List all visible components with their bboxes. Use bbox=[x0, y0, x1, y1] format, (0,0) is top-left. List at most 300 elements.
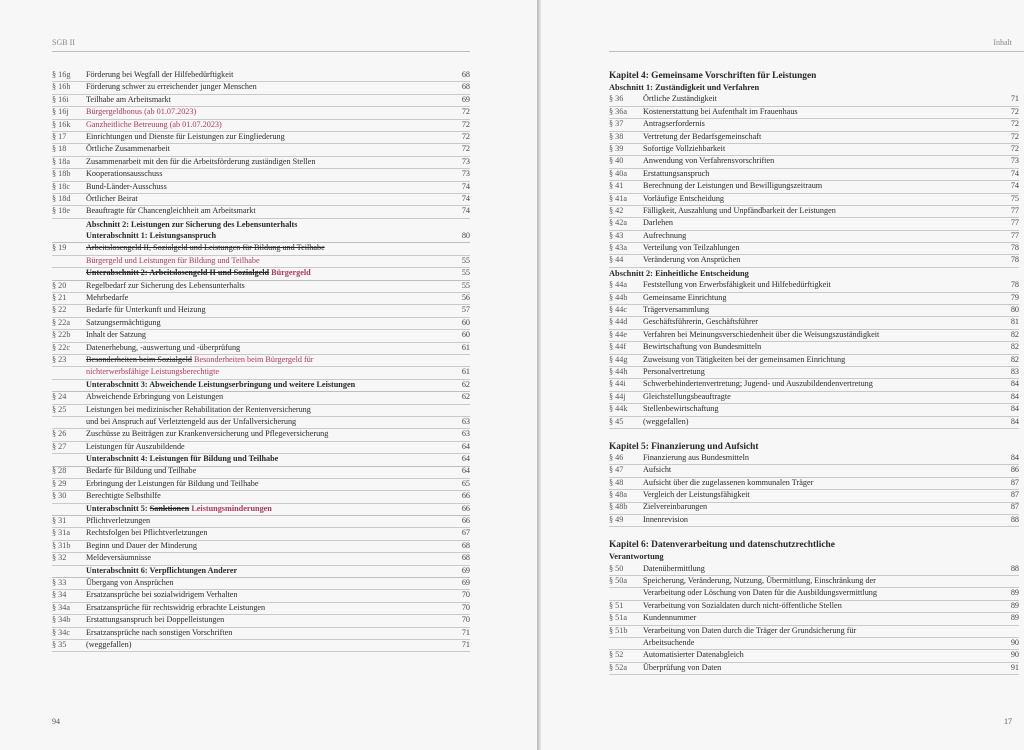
toc-entry-section: § 18a bbox=[52, 156, 70, 166]
toc-entry bbox=[609, 94, 1019, 106]
toc-entry-page: 71 bbox=[1010, 94, 1019, 104]
right-page bbox=[541, 0, 1024, 750]
toc-entry-section: § 43a bbox=[609, 243, 627, 253]
toc-entry-title: Teilhabe am Arbeitsmarkt bbox=[86, 94, 171, 104]
toc-entry bbox=[52, 442, 470, 454]
toc-entry-page: 72 bbox=[461, 144, 470, 154]
toc-entry-title: Feststellung von Erwerbsfähigkeit und Hilfebedürftigkeit bbox=[643, 280, 831, 290]
toc-entry-section: § 23 bbox=[52, 354, 67, 364]
toc-entry-section: § 44e bbox=[609, 329, 627, 339]
toc-entry-title: Kostenerstattung bei Aufenthalt im Frauenhaus bbox=[643, 106, 798, 116]
toc-entry-section: § 31 bbox=[52, 516, 67, 526]
toc-entry bbox=[609, 367, 1019, 379]
toc-entry bbox=[52, 479, 470, 491]
toc-entry bbox=[609, 194, 1019, 206]
toc-entry-page: 80 bbox=[1010, 305, 1019, 315]
toc-entry bbox=[52, 231, 470, 243]
toc-entry-title: Zuweisung von Tätigkeiten bei der gemeinsamen Einrichtung bbox=[643, 354, 846, 364]
toc-entry-title: Aufsicht über die zugelassenen kommunalen Träger bbox=[643, 477, 814, 487]
toc-entry-page: 84 bbox=[1010, 404, 1019, 414]
toc-entry-page: 66 bbox=[461, 503, 470, 513]
toc-entry-section: § 44g bbox=[609, 354, 628, 364]
toc-entry-page: 66 bbox=[461, 516, 470, 526]
toc-entry-title: Verarbeitung von Sozialdaten durch nicht-öffentliche Stellen bbox=[643, 600, 842, 610]
toc-entry-section: § 16k bbox=[52, 119, 71, 129]
inserted-text: Bürgergeld bbox=[271, 268, 311, 278]
toc-entry-section: § 18d bbox=[52, 193, 71, 203]
toc-entry-page: 72 bbox=[461, 131, 470, 141]
toc-entry-page: 88 bbox=[1010, 514, 1019, 524]
toc-entry bbox=[609, 588, 1019, 600]
toc-entry-section: § 22c bbox=[52, 342, 70, 352]
toc-entry-title: Zusammenarbeit mit den für die Arbeitsförderung zuständigen Stellen bbox=[86, 156, 316, 166]
toc-entry-page: 71 bbox=[461, 627, 470, 637]
toc-entry-section: § 38 bbox=[609, 131, 624, 141]
toc-entry-page: 72 bbox=[461, 107, 470, 117]
toc-entry-section: § 32 bbox=[52, 553, 67, 563]
toc-entry-section: § 22b bbox=[52, 330, 71, 340]
toc-entry-section: § 44k bbox=[609, 404, 628, 414]
toc-entry-title: Satzungsermächtigung bbox=[86, 317, 161, 327]
toc-entry bbox=[52, 590, 470, 602]
toc-entry-section: § 19 bbox=[52, 243, 67, 253]
toc-entry-title: Unterabschnitt 6: Verpflichtungen Anderer bbox=[86, 565, 238, 575]
toc-entry bbox=[609, 206, 1019, 218]
right-toc bbox=[609, 68, 1019, 675]
toc-entry bbox=[609, 231, 1019, 243]
toc-entry-page: 73 bbox=[461, 156, 470, 166]
toc-entry-title: Ersatzansprüche für rechtswidrig erbrachte Leistungen bbox=[86, 602, 266, 612]
toc-entry-page: 91 bbox=[1010, 662, 1019, 672]
toc-entry-section: § 44a bbox=[609, 280, 627, 290]
toc-entry-title: Örtlicher Beirat bbox=[86, 193, 138, 203]
toc-entry-page: 77 bbox=[1010, 218, 1019, 228]
toc-entry bbox=[52, 578, 470, 590]
toc-entry-page: 74 bbox=[461, 193, 470, 203]
toc-entry-title: Ganzheitliche Betreuung (ab 01.07.2023) bbox=[86, 119, 222, 129]
toc-entry bbox=[52, 256, 470, 268]
toc-entry-page: 77 bbox=[1010, 230, 1019, 240]
toc-entry-title: Bedarfe für Unterkunft und Heizung bbox=[86, 305, 206, 315]
chapter-title: Kapitel 4: Gemeinsame Vorschriften für Leistungen bbox=[609, 70, 817, 81]
toc-entry-section: § 36 bbox=[609, 94, 624, 104]
toc-entry bbox=[609, 564, 1019, 576]
toc-entry-section: § 16j bbox=[52, 107, 69, 117]
toc-entry-section: § 44j bbox=[609, 391, 626, 401]
toc-entry-section: § 33 bbox=[52, 578, 67, 587]
toc-entry bbox=[609, 638, 1019, 650]
toc-entry-section: § 36a bbox=[609, 106, 627, 116]
toc-entry-page: 69 bbox=[461, 565, 470, 575]
toc-entry-page: 73 bbox=[1010, 156, 1019, 166]
toc-entry bbox=[609, 181, 1019, 193]
toc-entry-title bbox=[86, 268, 448, 279]
toc-entry-section: § 27 bbox=[52, 441, 67, 451]
toc-entry-page: 64 bbox=[461, 454, 470, 464]
toc-entry-section: § 45 bbox=[609, 416, 624, 426]
toc-entry-page: 57 bbox=[461, 305, 470, 315]
toc-entry-section: § 28 bbox=[52, 466, 67, 476]
toc-entry bbox=[52, 293, 470, 305]
toc-entry-page: 84 bbox=[1010, 379, 1019, 389]
toc-entry-page: 61 bbox=[461, 342, 470, 352]
toc-entry-page: 69 bbox=[461, 94, 470, 104]
toc-entry-page: 60 bbox=[461, 317, 470, 327]
inserted-text: Leistungsminderungen bbox=[191, 503, 272, 513]
toc-entry-page: 79 bbox=[1010, 292, 1019, 302]
toc-entry-title: Förderung schwer zu erreichender junger Menschen bbox=[86, 82, 257, 92]
toc-entry-section: § 18b bbox=[52, 169, 71, 179]
toc-entry-section: § 51a bbox=[609, 613, 627, 623]
toc-entry-section: § 17 bbox=[52, 131, 67, 141]
toc-entry bbox=[52, 566, 470, 578]
left-running-head: SGB II bbox=[52, 38, 75, 47]
toc-entry-section: § 44i bbox=[609, 379, 626, 389]
toc-entry bbox=[52, 417, 470, 429]
toc-entry-title: Aufsicht bbox=[643, 465, 672, 475]
toc-entry-section: § 51b bbox=[609, 625, 628, 635]
toc-entry bbox=[52, 429, 470, 441]
toc-entry bbox=[52, 144, 470, 156]
toc-entry-title: Sofortige Vollziehbarkeit bbox=[643, 143, 726, 153]
toc-entry bbox=[52, 640, 470, 652]
toc-entry-page: 72 bbox=[1010, 119, 1019, 129]
toc-entry bbox=[52, 305, 470, 317]
toc-entry-title: Pflichtverletzungen bbox=[86, 516, 151, 526]
toc-entry-section: § 44d bbox=[609, 317, 628, 327]
toc-entry-section: § 21 bbox=[52, 293, 67, 303]
toc-entry-title: Berechnung der Leistungen und Bewilligungszeitraum bbox=[643, 181, 823, 191]
toc-entry-section: § 16i bbox=[52, 94, 69, 104]
toc-entry-title: Bedarfe für Bildung und Teilhabe bbox=[86, 466, 197, 476]
toc-entry bbox=[52, 281, 470, 293]
toc-entry bbox=[52, 132, 470, 144]
chapter-title: Kapitel 5: Finanzierung und Aufsicht bbox=[609, 441, 759, 452]
toc-entry-title: Beauftragte für Chancengleichheit am Arbeitsmarkt bbox=[86, 206, 256, 216]
toc-entry bbox=[609, 132, 1019, 144]
toc-entry-section: § 18 bbox=[52, 144, 67, 154]
toc-entry-title: Meldeversäumnisse bbox=[86, 553, 152, 563]
toc-entry-section: § 42a bbox=[609, 218, 627, 228]
toc-entry-page: 80 bbox=[461, 231, 470, 241]
toc-entry-title: Stellenbewirtschaftung bbox=[643, 404, 719, 414]
toc-entry-title: Veränderung von Ansprüchen bbox=[643, 255, 741, 265]
toc-entry-title: Regelbedarf zur Sicherung des Lebensunterhalts bbox=[86, 280, 245, 290]
toc-entry-title: Unterabschnitt 1: Leistungsanspruch bbox=[86, 231, 217, 241]
toc-entry bbox=[52, 82, 470, 94]
toc-entry-title: Datenerhebung, -auswertung und -überprüfung bbox=[86, 342, 241, 352]
toc-entry-title: Datenübermittlung bbox=[643, 563, 705, 573]
toc-entry-section: § 34c bbox=[52, 627, 70, 637]
toc-entry-title: Unterabschnitt 3: Abweichende Leistungserbringung und weitere Leistungen bbox=[86, 379, 356, 389]
toc-entry-section: § 44b bbox=[609, 292, 628, 302]
toc-entry-page: 65 bbox=[461, 478, 470, 488]
toc-entry-page: 88 bbox=[1010, 563, 1019, 573]
toc-entry-page: 62 bbox=[461, 379, 470, 389]
toc-entry-page: 60 bbox=[461, 330, 470, 340]
toc-entry-page: 69 bbox=[461, 578, 470, 587]
toc-entry-section: § 48b bbox=[609, 502, 628, 512]
toc-entry-title: Personalvertretung bbox=[643, 366, 705, 376]
toc-entry-title: Abweichende Erbringung von Leistungen bbox=[86, 392, 224, 402]
chapter-title: Kapitel 6: Datenverarbeitung und datenschutzrechtliche bbox=[609, 539, 835, 550]
toc-entry bbox=[52, 615, 470, 627]
toc-entry-title: Antragserfordernis bbox=[643, 119, 705, 129]
toc-entry bbox=[609, 626, 1019, 638]
toc-entry-page: 68 bbox=[461, 70, 470, 79]
toc-entry-title: (weggefallen) bbox=[643, 416, 689, 426]
toc-entry-title: Vergleich der Leistungsfähigkeit bbox=[643, 490, 750, 500]
toc-entry-title: Innenrevision bbox=[643, 514, 689, 524]
toc-entry-title: Ersatzansprüche bei sozialwidrigem Verhalten bbox=[86, 590, 238, 600]
toc-entry-page: 64 bbox=[461, 466, 470, 476]
left-folio: 94 bbox=[52, 717, 60, 726]
toc-entry-page: 68 bbox=[461, 82, 470, 92]
toc-entry-section: § 18c bbox=[52, 181, 70, 191]
toc-entry-section: § 22 bbox=[52, 305, 67, 315]
toc-entry-page: 70 bbox=[461, 602, 470, 612]
toc-entry bbox=[609, 650, 1019, 662]
toc-entry-title: Bürgergeldbonus (ab 01.07.2023) bbox=[86, 107, 197, 117]
toc-entry-section: § 30 bbox=[52, 491, 67, 501]
toc-entry-title: Bürgergeld und Leistungen für Bildung und Teilhabe bbox=[86, 255, 260, 265]
toc-entry-title: Gemeinsame Einrichtung bbox=[643, 292, 727, 302]
toc-entry-section: § 44h bbox=[609, 366, 628, 376]
toc-entry-page: 82 bbox=[1010, 329, 1019, 339]
toc-entry-page: 61 bbox=[461, 367, 470, 377]
toc-entry-page: 68 bbox=[461, 540, 470, 550]
toc-entry bbox=[52, 330, 470, 342]
toc-entry bbox=[52, 243, 470, 255]
toc-entry-section: § 31b bbox=[52, 540, 71, 550]
toc-entry-page: 71 bbox=[461, 639, 470, 649]
struck-text: Sanktionen bbox=[149, 503, 190, 513]
toc-entry-page: 89 bbox=[1010, 613, 1019, 623]
toc-entry-section: § 44f bbox=[609, 342, 627, 352]
toc-entry-page: 63 bbox=[461, 416, 470, 426]
toc-entry-title: Geschäftsführerin, Geschäftsführer bbox=[643, 317, 759, 327]
toc-entry bbox=[52, 467, 470, 479]
toc-entry-title: Erstattungsanspruch bbox=[643, 168, 710, 178]
toc-entry-section: § 50a bbox=[609, 576, 627, 586]
toc-entry-page: 89 bbox=[1010, 600, 1019, 610]
toc-entry-page: 55 bbox=[461, 268, 470, 278]
toc-entry-page: 78 bbox=[1010, 255, 1019, 265]
toc-entry bbox=[52, 206, 470, 218]
toc-entry bbox=[52, 120, 470, 132]
toc-entry-title: Anwendung von Verfahrensvorschriften bbox=[643, 156, 775, 166]
toc-entry-page: 67 bbox=[461, 528, 470, 538]
toc-entry bbox=[52, 628, 470, 640]
toc-entry bbox=[52, 553, 470, 565]
toc-entry-page: 84 bbox=[1010, 391, 1019, 401]
toc-entry bbox=[52, 107, 470, 119]
toc-entry-title: Erstattungsanspruch bei Doppelleistungen bbox=[86, 615, 225, 625]
section-heading: Abschnitt 1: Zuständigkeit und Verfahren bbox=[609, 82, 760, 92]
toc-entry-section: § 44c bbox=[609, 305, 627, 315]
toc-entry-page: 82 bbox=[1010, 342, 1019, 352]
toc-entry bbox=[609, 293, 1019, 305]
toc-entry-title: Überprüfung von Daten bbox=[643, 662, 722, 672]
toc-entry-title: Zuschüsse zu Beiträgen zur Krankenversicherung und Pflegeversicherung bbox=[86, 429, 329, 439]
toc-entry-title: Beginn und Dauer der Minderung bbox=[86, 540, 197, 550]
toc-entry-page: 55 bbox=[461, 280, 470, 290]
toc-entry-section: § 39 bbox=[609, 143, 624, 153]
toc-entry bbox=[609, 465, 1019, 477]
toc-entry-title: Förderung bei Wegfall der Hilfebedürftigkeit bbox=[86, 70, 234, 79]
toc-entry-title: Ersatzansprüche nach sonstigen Vorschriften bbox=[86, 627, 233, 637]
right-running-head: Inhalt bbox=[993, 38, 1012, 47]
toc-entry-title: Automatisierter Datenabgleich bbox=[643, 650, 744, 660]
struck-text: Besonderheiten beim Sozialgeld bbox=[86, 354, 192, 364]
toc-entry-page: 84 bbox=[1010, 416, 1019, 426]
toc-entry bbox=[609, 453, 1019, 465]
toc-entry-section: § 42 bbox=[609, 205, 624, 215]
toc-entry bbox=[52, 95, 470, 107]
toc-entry-page: 70 bbox=[461, 590, 470, 600]
toc-entry-title: Verarbeitung oder Löschung von Daten für die Ausbildungsvermittlung bbox=[643, 588, 877, 598]
toc-entry-title: Leistungen bei medizinischer Rehabilitation der Rentenversicherung bbox=[86, 404, 311, 414]
toc-entry bbox=[52, 504, 470, 516]
toc-entry bbox=[609, 330, 1019, 342]
toc-entry bbox=[52, 367, 470, 379]
toc-entry bbox=[609, 119, 1019, 131]
toc-entry bbox=[52, 603, 470, 615]
toc-entry-title: Örtliche Zusammenarbeit bbox=[86, 144, 170, 154]
toc-entry-section: § 40 bbox=[609, 156, 624, 166]
toc-entry-section: § 16g bbox=[52, 70, 71, 79]
toc-entry-page: 81 bbox=[1010, 317, 1019, 327]
toc-entry-title: Verfahren bei Meinungsverschiedenheit über die Weisungszuständigkeit bbox=[643, 329, 880, 339]
toc-entry-page: 72 bbox=[1010, 131, 1019, 141]
toc-entry bbox=[52, 392, 470, 404]
toc-entry-section: § 31a bbox=[52, 528, 70, 538]
toc-entry-page: 70 bbox=[461, 615, 470, 625]
toc-entry-title: Erbringung der Leistungen für Bildung und Teilhabe bbox=[86, 478, 259, 488]
toc-entry bbox=[52, 343, 470, 355]
toc-entry bbox=[609, 305, 1019, 317]
toc-entry-title: Berechtigte Selbsthilfe bbox=[86, 491, 161, 501]
toc-entry-section: § 52a bbox=[609, 662, 627, 672]
toc-entry-title: Speicherung, Veränderung, Nutzung, Übermittlung, Einschränkung der bbox=[643, 576, 876, 586]
toc-entry-title: Arbeitsuchende bbox=[643, 638, 695, 647]
toc-entry-section: § 52 bbox=[609, 650, 624, 660]
inserted-text: Besonderheiten beim Bürgergeld für bbox=[194, 354, 314, 364]
toc-entry bbox=[52, 541, 470, 553]
toc-entry bbox=[52, 405, 470, 417]
toc-entry-title: Unterabschnitt 4: Leistungen für Bildung und Teilhabe bbox=[86, 454, 279, 464]
toc-entry-title: Trägerversammlung bbox=[643, 305, 710, 315]
toc-entry-title: Gleichstellungsbeauftragte bbox=[643, 391, 731, 401]
toc-entry bbox=[52, 182, 470, 194]
section-heading: Abschnitt 2: Einheitliche Entscheidung bbox=[609, 268, 749, 278]
toc-entry-title: Kundennummer bbox=[643, 613, 697, 623]
toc-entry-page: 74 bbox=[461, 181, 470, 191]
toc-entry bbox=[52, 491, 470, 503]
toc-entry bbox=[609, 218, 1019, 230]
toc-entry-section: § 20 bbox=[52, 280, 67, 290]
chapter-title-continued: Verantwortung bbox=[609, 552, 664, 562]
toc-entry-section: § 41 bbox=[609, 181, 624, 191]
toc-entry bbox=[52, 169, 470, 181]
toc-entry-title: Vertretung der Bedarfsgemeinschaft bbox=[643, 131, 762, 141]
toc-entry-page: 72 bbox=[461, 119, 470, 129]
toc-entry bbox=[52, 268, 470, 280]
toc-entry-section: § 34 bbox=[52, 590, 67, 600]
right-folio: 17 bbox=[1004, 717, 1012, 726]
toc-entry-page: 74 bbox=[1010, 168, 1019, 178]
toc-entry-page: 72 bbox=[1010, 143, 1019, 153]
toc-entry-section: § 24 bbox=[52, 392, 67, 402]
toc-entry-section: § 22a bbox=[52, 317, 70, 327]
toc-entry-section: § 25 bbox=[52, 404, 67, 414]
toc-entry-page: 56 bbox=[461, 293, 470, 303]
toc-entry bbox=[52, 194, 470, 206]
toc-entry-section: § 29 bbox=[52, 478, 67, 488]
toc-entry-page: 87 bbox=[1010, 490, 1019, 500]
toc-entry-page: 87 bbox=[1010, 502, 1019, 512]
toc-entry bbox=[609, 243, 1019, 255]
toc-entry bbox=[609, 613, 1019, 625]
toc-entry-title: Übergang von Ansprüchen bbox=[86, 578, 174, 587]
toc-entry bbox=[609, 417, 1019, 429]
toc-entry-page: 87 bbox=[1010, 477, 1019, 487]
toc-entry-title: Fälligkeit, Auszahlung und Unpfändbarkeit der Leistungen bbox=[643, 205, 836, 215]
toc-entry-page: 82 bbox=[1010, 354, 1019, 364]
toc-entry bbox=[609, 317, 1019, 329]
toc-entry-section: § 50 bbox=[609, 563, 624, 573]
toc-entry bbox=[609, 576, 1019, 588]
toc-entry bbox=[609, 515, 1019, 527]
toc-entry-title: Unterabschnitt 5: Sanktionen Leistungsminderungen bbox=[86, 503, 272, 513]
toc-entry-title: Abschnitt 2: Leistungen zur Sicherung des Lebensunterhalts bbox=[86, 219, 298, 229]
left-toc bbox=[52, 70, 470, 652]
toc-entry-section: § 34b bbox=[52, 615, 71, 625]
toc-entry-page: 90 bbox=[1010, 650, 1019, 660]
toc-entry bbox=[609, 490, 1019, 502]
toc-entry-title: Rechtsfolgen bei Pflichtverletzungen bbox=[86, 528, 208, 538]
toc-entry-title: Darlehen bbox=[643, 218, 674, 228]
toc-entry-title: Finanzierung aus Bundesmitteln bbox=[643, 452, 749, 462]
toc-entry bbox=[609, 355, 1019, 367]
toc-entry bbox=[609, 663, 1019, 675]
toc-entry-page: 86 bbox=[1010, 465, 1019, 475]
toc-entry bbox=[52, 70, 470, 82]
toc-entry-page: 77 bbox=[1010, 205, 1019, 215]
toc-entry bbox=[609, 503, 1019, 515]
toc-entry-page: 83 bbox=[1010, 366, 1019, 376]
toc-entry bbox=[609, 404, 1019, 416]
toc-entry-title: Inhalt der Satzung bbox=[86, 330, 147, 340]
toc-entry-section: § 47 bbox=[609, 465, 624, 475]
toc-entry-section: § 49 bbox=[609, 514, 624, 524]
toc-entry bbox=[609, 255, 1019, 267]
toc-entry-title: Vorläufige Entscheidung bbox=[643, 193, 725, 203]
toc-entry-page: 66 bbox=[461, 491, 470, 501]
toc-entry bbox=[52, 157, 470, 169]
toc-entry-title: Mehrbedarfe bbox=[86, 293, 129, 303]
toc-entry-section: § 40a bbox=[609, 168, 627, 178]
toc-entry-page: 74 bbox=[1010, 181, 1019, 191]
toc-entry-page: 78 bbox=[1010, 280, 1019, 290]
toc-entry bbox=[609, 107, 1019, 119]
toc-entry-page: 55 bbox=[461, 255, 470, 265]
toc-entry-title: Aufrechnung bbox=[643, 230, 687, 240]
toc-entry bbox=[609, 156, 1019, 168]
toc-entry bbox=[52, 318, 470, 330]
toc-entry-page: 89 bbox=[1010, 588, 1019, 598]
toc-entry-title: Kooperationsausschuss bbox=[86, 169, 163, 179]
